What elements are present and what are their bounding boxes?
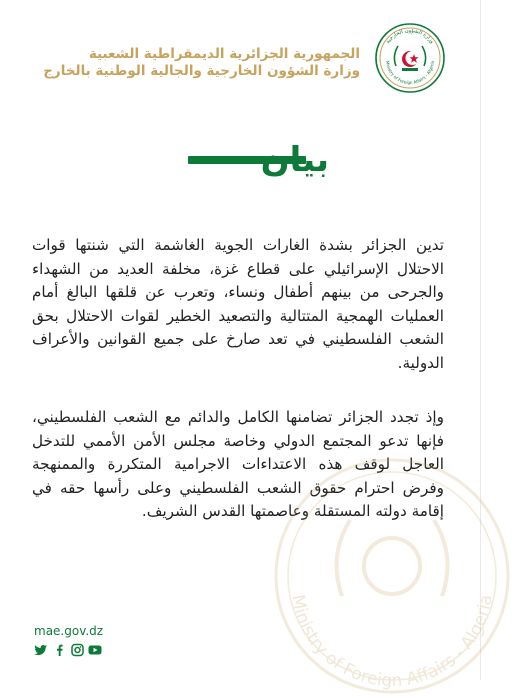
- emblem-watermark: [262, 446, 512, 696]
- statement-title-row: [0, 140, 481, 184]
- statement-paragraph-2: وإذ تجدد الجزائر تضامنها الكامل والدائم مع الشعب الفلسطيني، فإنها تدعو المجتمع الدولي وخاصة مجلس الأمن الأممي للتدخل العاجل لوقف هذه الاعتداءات الاجرامية المتكررة والممنهجة وفرض احترام حقوق الشعب الفلسطيني وعلى رأسها حقه في إقامة دولته المستقلة وعاصمتها القدس الشريف.: [32, 408, 444, 520]
- header-text: [43, 46, 360, 80]
- emblem-bottom-text: Ministry of Foreign Affairs - Algeria: [384, 60, 436, 86]
- social-links: [34, 644, 103, 656]
- website-link[interactable]: mae.gov.dz: [34, 624, 104, 638]
- instagram-icon[interactable]: [70, 644, 84, 656]
- facebook-icon[interactable]: [52, 644, 66, 656]
- statement-paragraph-1: تدين الجزائر بشدة الغارات الجوية الغاشمة التي شنتها قوات الاحتلال الإسرائيلي على قطاع غزة، مخلفة العديد من الشهداء والجرحى من بينهم أطفال ونساء، وتعرب عن قلقها البالغ أمام العمليات الهمجية المتتالية والتصعيد الخطير لقوات الاحتلال بحق الشعب الفلسطيني في تعد صارخ على جميع القوانين والأعراف الدولية.: [32, 236, 444, 372]
- watermark-text: Ministry of Foreign Affairs - Algeria: [287, 593, 497, 692]
- svg-text:Ministry of Foreign Affairs -: [287, 593, 496, 691]
- twitter-icon[interactable]: [34, 644, 48, 656]
- youtube-icon[interactable]: [88, 644, 102, 656]
- ministry-title: وزارة الشؤون الخارجية والجالية الوطنية بالخارج: [43, 63, 360, 79]
- statement-title: بيان: [260, 140, 329, 180]
- header: [16, 20, 446, 90]
- footer: [34, 624, 103, 656]
- ministry-emblem-icon: [374, 22, 446, 94]
- government-title: الجمهورية الجزائرية الديمقراطية الشعبية: [88, 46, 360, 62]
- emblem-top-text: وزارة الشؤون الخارجية: [385, 27, 435, 45]
